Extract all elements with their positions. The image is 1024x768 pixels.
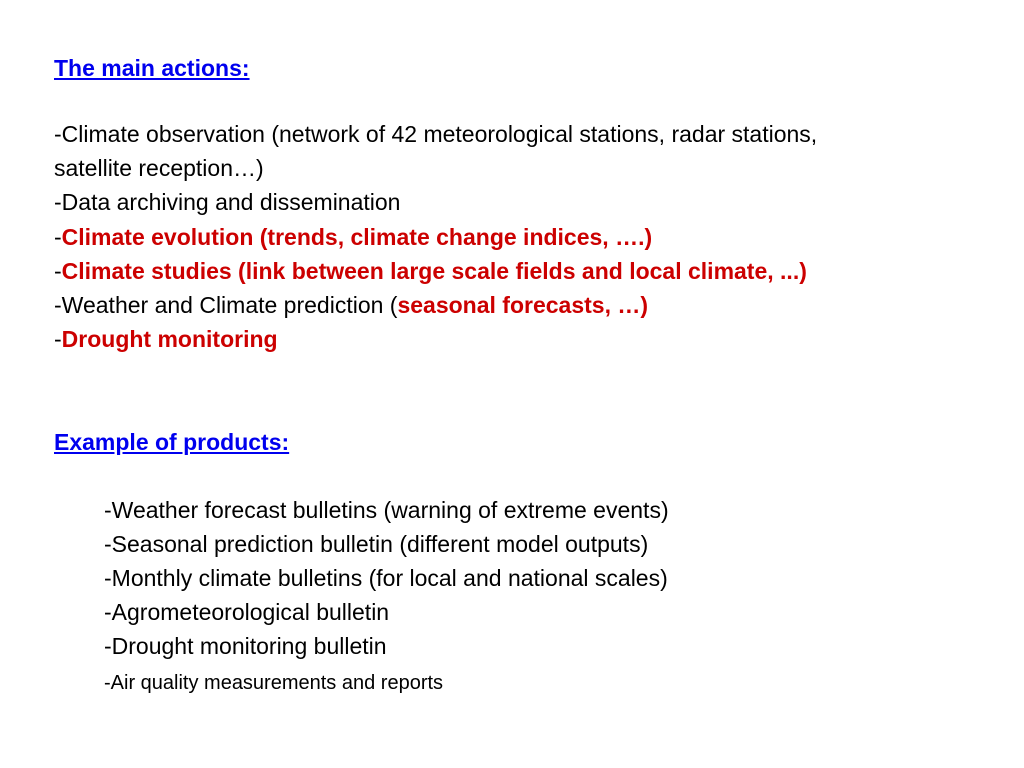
action-highlight: Climate studies (link between large scale fields and local climate, ...): [61, 258, 807, 284]
action-prefix: -: [54, 258, 62, 284]
product-item: -Monthly climate bulletins (for local and national scales): [104, 565, 668, 591]
product-item: -Air quality measurements and reports: [104, 672, 444, 694]
action-prefix: -: [54, 292, 62, 318]
action-line-1: [54, 120, 817, 148]
product-item: -Weather forecast bulletins (warning of extreme events): [104, 497, 669, 523]
main-actions-heading: The main actions:: [54, 55, 250, 81]
product-item: -Seasonal prediction bulletin (different model outputs): [104, 531, 649, 557]
action-text: Data archiving and dissemination: [61, 189, 401, 215]
action-prefix: -: [54, 224, 62, 250]
action-text: Climate observation (network of 42 meteorological stations, radar stations,: [61, 121, 818, 147]
action-highlight: Drought monitoring: [61, 326, 278, 352]
product-item: -Agrometeorological bulletin: [104, 599, 390, 625]
action-text: Weather and Climate prediction (: [61, 292, 398, 318]
action-line-3: [54, 223, 652, 251]
action-line-2: [54, 188, 400, 216]
action-text: satellite reception…): [54, 155, 264, 181]
products-heading: Example of products:: [54, 429, 290, 455]
action-line-1-continued: [54, 154, 264, 182]
action-prefix: -: [54, 121, 62, 147]
product-item: -Drought monitoring bulletin: [104, 633, 387, 659]
action-prefix: -: [54, 189, 62, 215]
action-line-4: [54, 257, 807, 285]
action-highlight: Climate evolution (trends, climate change indices, ….): [61, 224, 653, 250]
action-line-5: [54, 291, 648, 319]
action-prefix: -: [54, 326, 62, 352]
action-highlight: seasonal forecasts, …): [397, 292, 649, 318]
action-line-6: [54, 325, 278, 353]
